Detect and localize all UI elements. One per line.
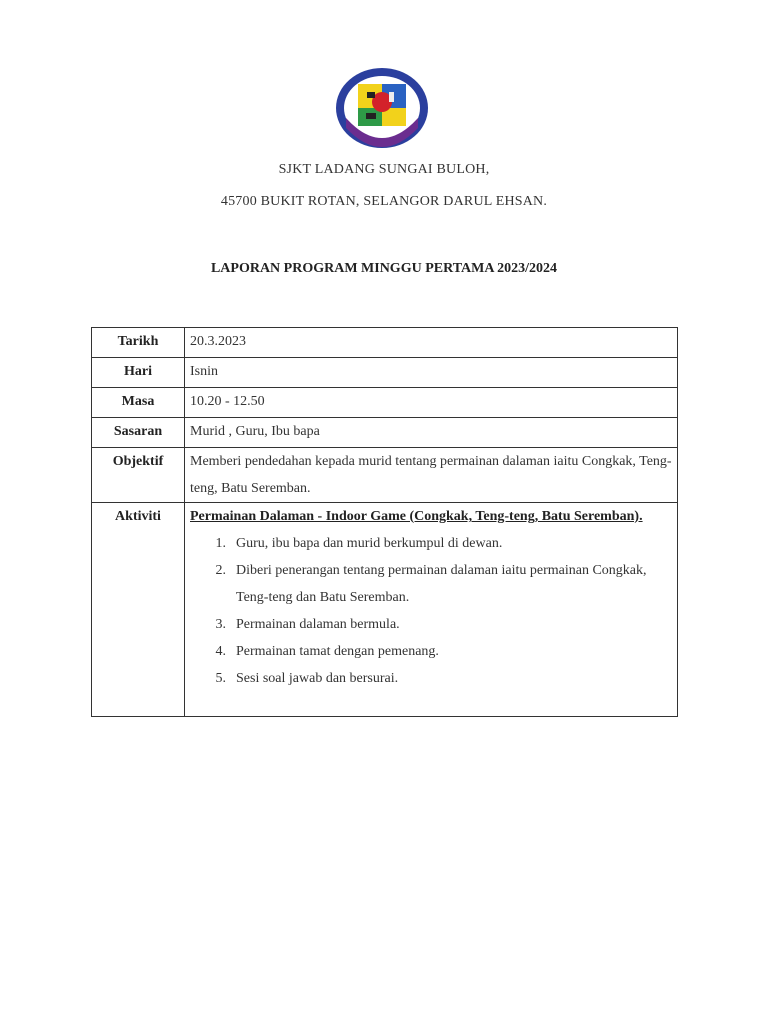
report-table [91, 327, 678, 717]
table-row-objektif [92, 448, 678, 503]
row-label: Aktiviti [92, 503, 185, 717]
row-label: Masa [92, 388, 185, 418]
list-item [190, 530, 672, 557]
row-value: Murid , Guru, Ibu bapa [185, 418, 678, 448]
step-number: 5. [215, 671, 226, 686]
table-row-hari [92, 358, 678, 388]
list-item [190, 665, 672, 692]
row-value: 10.20 - 12.50 [185, 388, 678, 418]
list-item [190, 611, 672, 638]
school-address: 45700 BUKIT ROTAN, SELANGOR DARUL EHSAN. [220, 194, 548, 209]
row-label: Sasaran [92, 418, 185, 448]
step-number: 1. [215, 536, 226, 551]
row-label: Hari [92, 358, 185, 388]
step-text: Guru, ibu bapa dan murid berkumpul di dewan. [236, 536, 503, 551]
step-text: Permainan tamat dengan pemenang. [236, 644, 439, 659]
table-row-tarikh [92, 328, 678, 358]
row-value: 20.3.2023 [185, 328, 678, 358]
table-row-aktiviti [92, 503, 678, 717]
row-label: Tarikh [92, 328, 185, 358]
step-text: Diberi penerangan tentang permainan dalaman iaitu permainan Congkak, Teng-teng dan Batu Seremban. [236, 563, 647, 605]
row-value: Isnin [185, 358, 678, 388]
list-item [190, 638, 672, 665]
step-number: 2. [215, 563, 226, 578]
step-number: 3. [215, 617, 226, 632]
list-item [190, 557, 672, 611]
aktiviti-steps [190, 530, 672, 716]
table-row-masa [92, 388, 678, 418]
report-title: LAPORAN PROGRAM MINGGU PERTAMA 2023/2024 [210, 261, 558, 276]
step-text: Sesi soal jawab dan bersurai. [236, 671, 399, 686]
step-number: 4. [215, 644, 226, 659]
aktiviti-cell [185, 503, 678, 717]
aktiviti-heading: Permainan Dalaman - Indoor Game (Congkak, Teng-teng, Batu Seremban). [190, 509, 643, 524]
row-label: Objektif [92, 448, 185, 503]
table-row-sasaran [92, 418, 678, 448]
school-logo [334, 66, 430, 150]
school-name: SJKT LADANG SUNGAI BULOH, [278, 162, 490, 177]
step-text: Permainan dalaman bermula. [236, 617, 400, 632]
row-value: Memberi pendedahan kepada murid tentang permainan dalaman iaitu Congkak, Teng-teng, Batu Seremban. [185, 448, 678, 503]
